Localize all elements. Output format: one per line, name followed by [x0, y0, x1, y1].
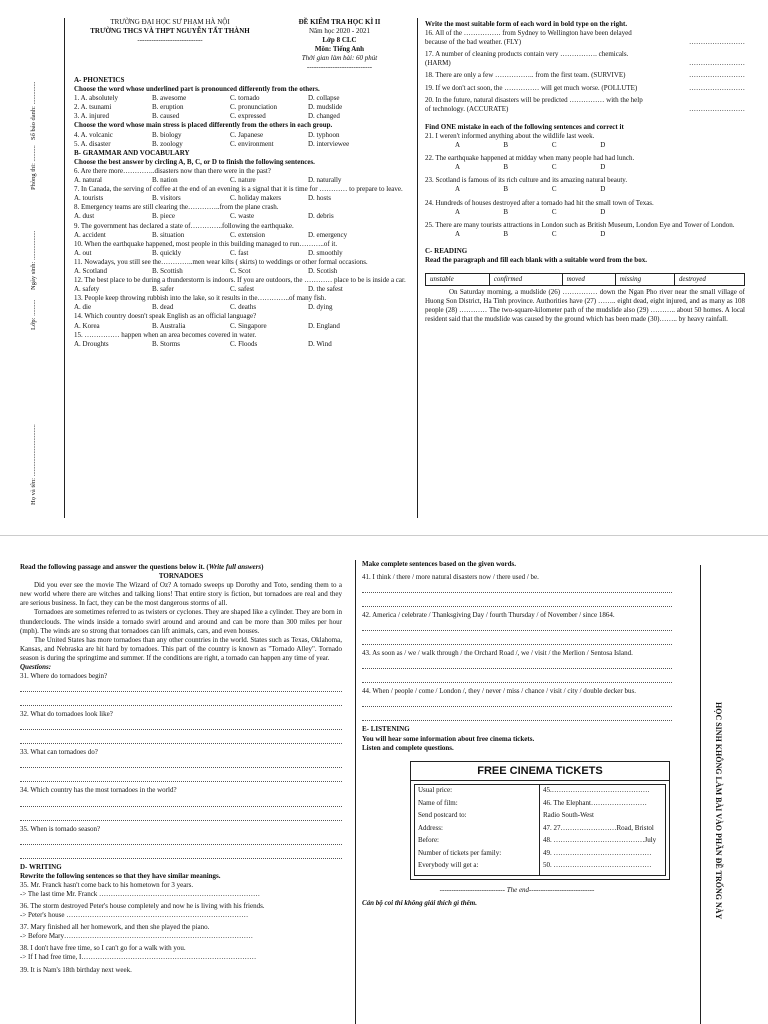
ticket-answer: 46. The Elephant……………………: [543, 798, 647, 807]
grammar-options: [74, 231, 414, 240]
tornado-question: 35. When is tornado season?: [20, 824, 101, 833]
answer-line: [20, 849, 342, 859]
wordform-blank: ……………………: [689, 104, 745, 113]
mistake-letters: A B C D: [455, 207, 606, 216]
phonetics-row: [74, 140, 414, 149]
ticket-label: Before:: [418, 836, 439, 845]
mistakes-instr: Find ONE mistake in each of the following sentences and correct it: [425, 122, 624, 131]
phonetics-option: D. interviewee: [308, 139, 350, 148]
grammar-option: C. Singapore: [230, 321, 267, 330]
grammar-options: [74, 249, 414, 258]
grammar-options: [74, 267, 414, 276]
cinema-tickets-title: FREE CINEMA TICKETS: [411, 762, 669, 781]
complete-items: [362, 573, 672, 721]
warning-divider: [700, 565, 701, 1024]
answer-line: [362, 673, 672, 683]
school-dashes: ----------------------------: [137, 36, 203, 45]
wordform-item: [425, 96, 745, 114]
tornado-question: 32. What do tornadoes look like?: [20, 710, 113, 719]
the-end: ---------------------------- The end----------------------------: [439, 885, 595, 894]
ticket-answer: 47. 27……………………Road, Bristol: [543, 823, 654, 832]
ticket-answer: 50. ……………………………………: [543, 861, 652, 870]
ticket-answers: [540, 785, 665, 875]
wordform-question: 20. In the future, natural disasters will be predicted …………… with the help of technology. (ACCURATE): [425, 95, 643, 113]
mistake-question: 24. Hundreds of houses destroyed after a tornado had hit the small town of Texas.: [425, 198, 654, 207]
complete-question: 41. I think / there / more natural disasters now / there used / be.: [362, 573, 539, 582]
phonetics-option: 5. A. disaster: [74, 139, 111, 148]
grammar-question: 7. In Canada, the serving of coffee at the end of an evening is a signal that it is time for ………… to prepare to leave.: [74, 185, 403, 194]
mistake-question: 25. There are many tourists attractions in London such as British Museum, London Eye and Tower of London.: [425, 220, 735, 229]
phonetics-option: C. environment: [230, 139, 274, 148]
grammar-option: A. die: [74, 303, 92, 312]
wordform-blank: ……………………: [689, 38, 745, 47]
wordform-item: [425, 50, 745, 68]
answer-line: [362, 697, 672, 707]
ticket-label: Everybody will get a:: [418, 861, 479, 870]
cinema-tickets-box: [410, 761, 670, 880]
sheet-separator: [0, 535, 768, 536]
exam-dashes: ----------------------------: [306, 63, 373, 72]
answer-line: [20, 734, 342, 744]
answer-line: [362, 597, 672, 607]
grammar-question: 13. People keep throwing rubbish into the lake, so it results in the…………..of many fish.: [74, 294, 327, 303]
reading-c-title: C- READING: [425, 246, 468, 255]
grammar-option: D. the safest: [308, 285, 343, 294]
grammar-question: 14. Which country doesn't speak English as an official language?: [74, 312, 257, 321]
grammar-option: C. fast: [230, 248, 249, 257]
grammar-question: 9. The government has declared a state of…………..following the earthquake.: [74, 221, 294, 230]
tornado-p1: Did you ever see the movie The Wizard of Oz? A tornado sweeps up Dorothy and Toto, sending them to a new world where there are witches and talking lions! That entire story is fiction, but tornadoes are real and they are serious business. In fact, they can be the most dangerous storms of all.: [20, 581, 342, 608]
grammar-option: B. Storms: [152, 339, 181, 348]
phonetics-option: C. tornado: [230, 94, 260, 103]
grammar-option: B. visitors: [152, 194, 181, 203]
exam-title: ĐỀ KIỂM TRA HỌC KÌ II: [298, 18, 381, 26]
writing-question: 36. The storm destroyed Peter's house completely and now he is living with his friends.: [20, 901, 265, 910]
tornado-p2: Tornadoes are sometimes referred to as twisters or cyclones. They are shaped like a cylinder. They are born in thunderclouds. The winds inside a tornado swirl around and around and can be more than 300 miles per hour (mph). The winds are so strong that tornadoes can lift animals, cars, and even houses.: [20, 608, 342, 635]
phonetics-title: A- PHONETICS: [74, 76, 125, 84]
tornado-question: 33. What can tornadoes do?: [20, 748, 98, 757]
grammar-option: B. nation: [152, 176, 178, 185]
bottom-right-column: [362, 560, 672, 908]
listening-line-1: You will hear some information about free cinema tickets.: [362, 734, 535, 743]
answer-line: [362, 621, 672, 631]
phonetics-option: C. pronunciation: [230, 103, 278, 112]
phonetics-instr-1: Choose the word whose underlined part is pronounced differently from the others.: [74, 85, 320, 94]
grammar-option: A. natural: [74, 176, 102, 185]
side-warning: HỌC SINH KHÔNG LÀM BÀI VÀO PHẦN ĐỀ TRỐNG NÀY: [714, 702, 723, 920]
phonetics-option: 3. A. injured: [74, 112, 109, 121]
mistake-letters: A B C D: [455, 185, 606, 194]
grammar-option: A. safety: [74, 285, 100, 294]
word-box-cell: destroyed: [674, 274, 744, 286]
writing-items: [20, 881, 342, 975]
grammar-option: D. emergency: [308, 230, 348, 239]
answer-line: [20, 835, 342, 845]
right-column: [425, 20, 745, 325]
grammar-option: C. nature: [230, 176, 256, 185]
phonetics-option: 2. A. tsunami: [74, 103, 112, 112]
phonetics-option: D. mudslide: [308, 103, 343, 112]
margin-divider: [64, 18, 65, 518]
grammar-option: B. situation: [152, 230, 185, 239]
ticket-answer: 45.……………………………………: [543, 786, 650, 795]
column-divider: [417, 18, 418, 518]
grammar-option: C. safest: [230, 285, 255, 294]
exam-time: Thời gian làm bài: 60 phút: [301, 54, 378, 63]
answer-line: [362, 711, 672, 721]
ticket-labels: [415, 785, 540, 875]
wordform-item: [425, 29, 745, 47]
grammar-option: A. Scotland: [74, 266, 108, 275]
grammar-option: A. out: [74, 248, 92, 257]
phonetics-option: D. collapse: [308, 94, 340, 103]
tornado-question: 31. Where do tornadoes begin?: [20, 672, 108, 681]
listening-line-2: Listen and complete questions.: [362, 743, 454, 752]
ticket-label: Number of tickets per family:: [418, 848, 502, 857]
grammar-option: C. holiday makers: [230, 194, 282, 203]
complete-instr: Make complete sentences based on the given words.: [362, 560, 516, 568]
complete-question: 44. When / people / come / London /, they / never / miss / chance / visit / city / double decker bus.: [362, 687, 636, 696]
mistake-letters: A B C D: [455, 141, 606, 150]
phonetics-rows-1: [74, 94, 414, 121]
tornado-instr: Read the following passage and answer the questions below it. (Write full answers): [20, 563, 264, 571]
grammar-option: D. England: [308, 321, 340, 330]
phonetics-option: B. caused: [152, 112, 180, 121]
listening-title: E- LISTENING: [362, 725, 410, 734]
grammar-instr: Choose the best answer by circling A, B, C, or D to finish the following sentences.: [74, 157, 315, 166]
wordform-question: 16. All of the ……………. from Sydney to Wellington have been delayed because of the bad weather. (FLY): [425, 29, 632, 47]
grammar-option: D. smoothly: [308, 248, 343, 257]
phonetics-row: [74, 112, 414, 121]
grammar-option: C. Floods: [230, 339, 258, 348]
answer-line: [20, 696, 342, 706]
bottom-column-divider: [355, 560, 356, 1024]
complete-question: 42. America / celebrate / Thanksgiving Day / fourth Thursday / of November / since 1864.: [362, 611, 615, 620]
wordform-blank: ……………………: [689, 83, 745, 92]
writing-question: 37. Mary finished all her homework, and then she played the piano.: [20, 923, 210, 932]
grammar-option: C. waste: [230, 212, 255, 221]
mistake-question: 23. Scotland is famous of its rich culture and its amazing natural beauty.: [425, 176, 628, 185]
margin-name-label: Họ và tên: ................................: [30, 424, 37, 505]
wordform-blank: ……………………: [689, 59, 745, 68]
grammar-option: A. accident: [74, 230, 106, 239]
grammar-question: 12. The best place to be during a thunderstorm is indoors. If you are outdoors, the ………… place to be is inside a car.: [74, 276, 406, 285]
grammar-option: B. dead: [152, 303, 174, 312]
grammar-title: B- GRAMMAR AND VOCABULARY: [74, 148, 190, 157]
grammar-options: [74, 212, 414, 221]
cinema-tickets-table: [414, 784, 666, 876]
grammar-options: [74, 285, 414, 294]
tornado-question: 34. Which country has the most tornadoes in the world?: [20, 786, 177, 795]
mistake-question: 22. The earthquake happened at midday when many people had had lunch.: [425, 154, 635, 163]
answer-line: [20, 758, 342, 768]
grammar-option: C. Scot: [230, 266, 251, 275]
grammar-option: A. dust: [74, 212, 95, 221]
phonetics-option: B. eruption: [152, 103, 184, 112]
wordform-item: [425, 84, 745, 93]
grammar-question: 15. …………… happen when an area becomes covered in water.: [74, 330, 257, 339]
writing-question: 38. I don't have free time, so I can't go for a walk with you.: [20, 944, 186, 953]
phonetics-option: C. Japanese: [230, 130, 264, 139]
grammar-question: 6. Are there more…………..disasters now than there were in the past?: [74, 166, 271, 175]
grammar-options: [74, 176, 414, 185]
exam-subject: Môn: Tiếng Anh: [314, 45, 365, 54]
wordform-item: [425, 71, 745, 80]
bottom-left-column: [20, 563, 342, 975]
tornado-title: TORNADOES: [158, 572, 204, 581]
writing-title: D- WRITING: [20, 862, 62, 871]
phonetics-rows-2: [74, 131, 414, 149]
word-box-cell: moved: [562, 274, 615, 286]
exam-year: Năm học 2020 - 2021: [308, 27, 371, 36]
grammar-question: 11. Nowadays, you still see the…………..men wear kilts ( skirts) to weddings or other formal occasions.: [74, 257, 368, 266]
grammar-option: B. quickly: [152, 248, 182, 257]
wordform-blank: ……………………: [689, 71, 745, 80]
tornado-questions: [20, 672, 342, 858]
answer-line: [362, 583, 672, 593]
phonetics-instr-2: Choose the word whose main stress is placed differently from the others in each group.: [74, 121, 333, 130]
writing-answer-start: -> Peter's house ……………………………………………………………………: [20, 911, 249, 920]
answer-line: [20, 797, 342, 807]
writing-instr: Rewrite the following sentences so that they have similar meanings.: [20, 871, 221, 880]
wordform-question: 18. There are only a few …………….. from the first team. (SURVIVE): [425, 71, 626, 80]
phonetics-option: 1. A. absolutely: [74, 94, 118, 103]
grammar-items: [74, 167, 414, 349]
margin-dob-label: Ngày sinh: ..................: [30, 230, 37, 290]
word-box-cell: unstable: [426, 274, 490, 286]
reading-c-paragraph: On Saturday morning, a mudslide (26) …………… down the Ngan Pho river near the small village of Huong Son District, Ha Tinh province. Authorities have (27) …….. eight dead, eight injured, and as many as 108 people (28) ………… The two-square-kilometer path of the mudslide also (29) ……….. about 50 homes. A local resident said that the mudslide was caused by the ground which has been made (30)…….. by heavy rainfall.: [425, 288, 745, 324]
mistake-letters: A B C D: [455, 229, 606, 238]
grammar-option: A. Droughts: [74, 339, 109, 348]
phonetics-row: [74, 94, 414, 103]
grammar-option: C. extension: [230, 230, 265, 239]
grammar-option: D. Wind: [308, 339, 332, 348]
school-header: [70, 18, 270, 45]
grammar-options: [74, 340, 414, 349]
grammar-option: B. Australia: [152, 321, 186, 330]
left-column: [74, 76, 414, 349]
writing-answer-start: -> The last time Mr. Franck ……………………………………………………………: [20, 889, 261, 898]
answer-line: [20, 772, 342, 782]
margin-class-label: Lớp: ..........: [30, 299, 37, 330]
writing-answer-start: -> Before Mary………………………………………………………………………: [20, 932, 253, 941]
wordform-instr: Write the most suitable form of each word in bold type on the right.: [425, 20, 628, 28]
grammar-option: D. naturally: [308, 176, 342, 185]
phonetics-option: 4. A. volcanic: [74, 130, 113, 139]
mistakes-items: [425, 132, 745, 239]
grammar-options: [74, 194, 414, 203]
grammar-question: 10. When the earthquake happened, most people in this building managed to run………..of it.: [74, 239, 338, 248]
answer-line: [20, 682, 342, 692]
mistake-letters: A B C D: [455, 163, 606, 172]
grammar-option: C. deaths: [230, 303, 257, 312]
complete-question: 43. As soon as / we / walk through / the Orchard Road /, we / visit / the Merlion / Sentosa Island.: [362, 649, 633, 658]
exam-header: [272, 18, 407, 73]
margin-room-label: Phòng thi: ..........: [30, 145, 37, 190]
ticket-label: Usual price:: [418, 786, 453, 795]
margin-sbd-label: Số báo danh: ..............: [30, 81, 37, 140]
exam-class: Lớp 8 CLC: [322, 36, 357, 45]
wordform-items: [425, 29, 745, 114]
questions-label: Questions:: [20, 663, 52, 672]
grammar-option: B. piece: [152, 212, 175, 221]
ticket-label: Name of film:: [418, 798, 458, 807]
grammar-option: B. Scottish: [152, 266, 183, 275]
phonetics-option: C. expressed: [230, 112, 266, 121]
word-box-cell: missing: [615, 274, 674, 286]
school-name-1: TRƯỜNG ĐẠI HỌC SƯ PHẠM HÀ NỘI: [110, 18, 230, 26]
ticket-label: Address:: [418, 823, 443, 832]
phonetics-row: [74, 131, 414, 140]
tornado-p3: The United States has more tornadoes than any other countries in the world. States such as Texas, Oklahoma, Kansas, and Nebraska are hit hard by tornadoes. This part of the country is known as "Tornado Alley". Tornado season is during the springtime and summer. If the conditions are right, a tornado can happen any time of year.: [20, 635, 342, 662]
ticket-answer: 49. ……………………………………: [543, 848, 652, 857]
grammar-option: D. dying: [308, 303, 333, 312]
grammar-option: B. safer: [152, 285, 174, 294]
wordform-question: 17. A number of cleaning products contain very ……………. chemicals. (HARM): [425, 50, 629, 68]
grammar-options: [74, 303, 414, 312]
ticket-label: Send postcard to:: [418, 811, 467, 820]
phonetics-option: B. zoology: [152, 139, 183, 148]
grammar-option: D. Scotish: [308, 266, 338, 275]
word-box: [425, 273, 745, 286]
school-name-2: TRƯỜNG THCS VÀ THPT NGUYỄN TẤT THÀNH: [90, 27, 250, 36]
phonetics-option: B. awesome: [152, 94, 187, 103]
ticket-answer: Radio South-West: [543, 811, 594, 820]
grammar-options: [74, 322, 414, 331]
answer-line: [20, 811, 342, 821]
phonetics-row: [74, 103, 414, 112]
grammar-option: D. debris: [308, 212, 334, 221]
proctor-note: Cán bộ coi thi không giải thích gì thêm.: [362, 898, 477, 907]
reading-c-instr: Read the paragraph and fill each blank with a suitable word from the box.: [425, 255, 647, 264]
grammar-option: D. hosts: [308, 194, 331, 203]
phonetics-option: D. changed: [308, 112, 340, 121]
ticket-answer: 48. …………………………………July: [543, 836, 657, 845]
writing-question: 35. Mr. Franck hasn't come back to his hometown for 3 years.: [20, 880, 194, 889]
grammar-option: A. tourists: [74, 194, 104, 203]
answer-line: [362, 659, 672, 669]
phonetics-option: B. biology: [152, 130, 182, 139]
writing-answer-start: -> If I had free time, I…………………………………………………………………: [20, 953, 257, 962]
wordform-question: 19. If we don't act soon, the …………… will get much worse. (POLLUTE): [425, 83, 638, 92]
writing-question: 39. It is Nam's 18th birthday next week.: [20, 965, 132, 974]
answer-line: [20, 720, 342, 730]
answer-line: [362, 635, 672, 645]
grammar-question: 8. Emergency teams are still clearing the…………..from the plane crash.: [74, 203, 279, 212]
mistake-question: 21. I weren't informed anything about the wildlife last week.: [425, 131, 595, 140]
phonetics-option: D. typhoon: [308, 130, 340, 139]
grammar-option: A. Korea: [74, 321, 100, 330]
word-box-cell: confirmed: [489, 274, 562, 286]
